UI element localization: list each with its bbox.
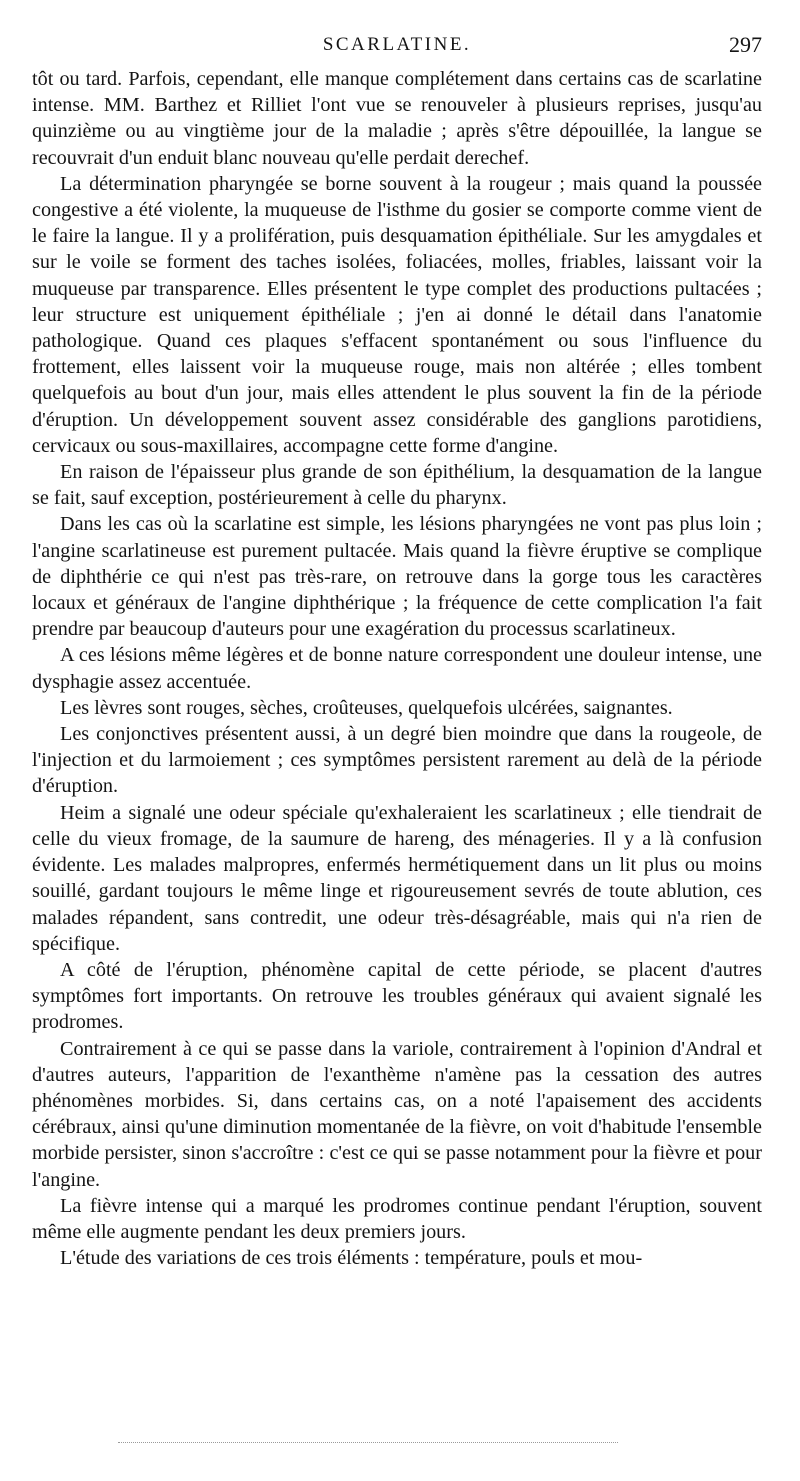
page-number: 297 xyxy=(729,32,762,57)
paragraph: La fièvre intense qui a marqué les prodromes continue pendant l'éruption, souvent même elle augmente pendant les deux premiers jours. xyxy=(32,1194,762,1243)
paragraph: Dans les cas où la scarlatine est simple, les lésions pharyngées ne vont pas plus loin ; l'angine scarlatineuse est purement pultacée. Mais quand la fièvre éruptive se complique de diphthérie ce qui n'est pas très-rare, on retrouve dans la gorge tous les caractères locaux et généraux de l'angine diphthérique ; la fréquence de cette complication l'a fait prendre par beaucoup d'auteurs pour une exagération du processus scarlatineux. xyxy=(32,513,762,641)
print-bleed-through xyxy=(118,1442,618,1447)
paragraph: A ces lésions même légères et de bonne nature correspondent une douleur intense, une dysphagie assez accentuée. xyxy=(32,644,762,693)
page-header xyxy=(32,32,762,62)
paragraph: La détermination pharyngée se borne souvent à la rougeur ; mais quand la poussée congestive a été violente, la muqueuse de l'isthme du gosier se comporte comme vient de le faire la langue. Il y a prolifération, puis desquamation épithéliale. Sur les amygdales et sur le voile se forment des taches isolées, foliacées, molles, friables, laissant voir la muqueuse par transparence. Elles présentent le type complet des productions pultacées ; leur structure est uniquement épithéliale ; j'en ai donné le détail dans l'anatomie pathologique. Quand ces plaques s'effacent spontanément ou sous l'influence du frottement, elles laissent voir la muqueuse rouge, mais non altérée ; elles tombent quelquefois au bout d'un jour, mais elles attendent le plus souvent la fin de la période d'éruption. Un développement souvent assez considérable des ganglions parotidiens, cervicaux ou sous-maxillaires, accompagne cette forme d'angine. xyxy=(32,172,762,457)
paragraph: Contrairement à ce qui se passe dans la variole, contrairement à l'opinion d'Andral et d'autres auteurs, l'apparition de l'exanthème n'amène pas la cessation des autres phénomènes morbides. Si, dans certains cas, on a noté l'apaisement des accidents cérébraux, ainsi qu'une diminution momentanée de la fièvre, on voit d'habitude l'ensemble morbide persister, sinon s'accroître : c'est ce qui se passe notamment pour la fièvre et pour l'angine. xyxy=(32,1037,762,1191)
body-text xyxy=(32,66,762,1271)
paragraph: L'étude des variations de ces trois éléments : température, pouls et mou- xyxy=(60,1247,643,1270)
paragraph: En raison de l'épaisseur plus grande de son épithélium, la desquamation de la langue se fait, sauf exception, postérieurement à celle du pharynx. xyxy=(32,461,762,510)
paragraph: tôt ou tard. Parfois, cependant, elle manque complétement dans certains cas de scarlatine intense. MM. Barthez et Rilliet l'ont vue se renouveler à plusieurs reprises, jusqu'au quinzième ou au vingtième jour de la maladie ; après s'être dépouillée, la langue se recouvrait d'un enduit blanc nouveau qu'elle perdait derechef. xyxy=(32,68,762,169)
paragraph: A côté de l'éruption, phénomène capital de cette période, se placent d'autres symptômes fort importants. On retrouve les troubles généraux qui avaient signalé les prodromes. xyxy=(32,958,762,1034)
paragraph: Les lèvres sont rouges, sèches, croûteuses, quelquefois ulcérées, saignantes. xyxy=(60,696,673,719)
running-head: SCARLATINE. xyxy=(322,34,472,55)
paragraph: Heim a signalé une odeur spéciale qu'exhaleraient les scarlatineux ; elle tiendrait de celle du vieux fromage, de la saumure de hareng, des ménageries. Il y a là confusion évidente. Les malades malpropres, enfermés hermétiquement dans un lit plus ou moins souillé, gardant toujours le même linge et rigoureusement sevrés de toute ablution, ces malades répandent, sans contredit, une odeur très-désagréable, mais qui n'a rien de spécifique. xyxy=(32,801,762,955)
paragraph: Les conjonctives présentent aussi, à un degré bien moindre que dans la rougeole, de l'injection et du larmoiement ; ces symptômes persistent rarement au delà de la période d'éruption. xyxy=(32,723,762,798)
